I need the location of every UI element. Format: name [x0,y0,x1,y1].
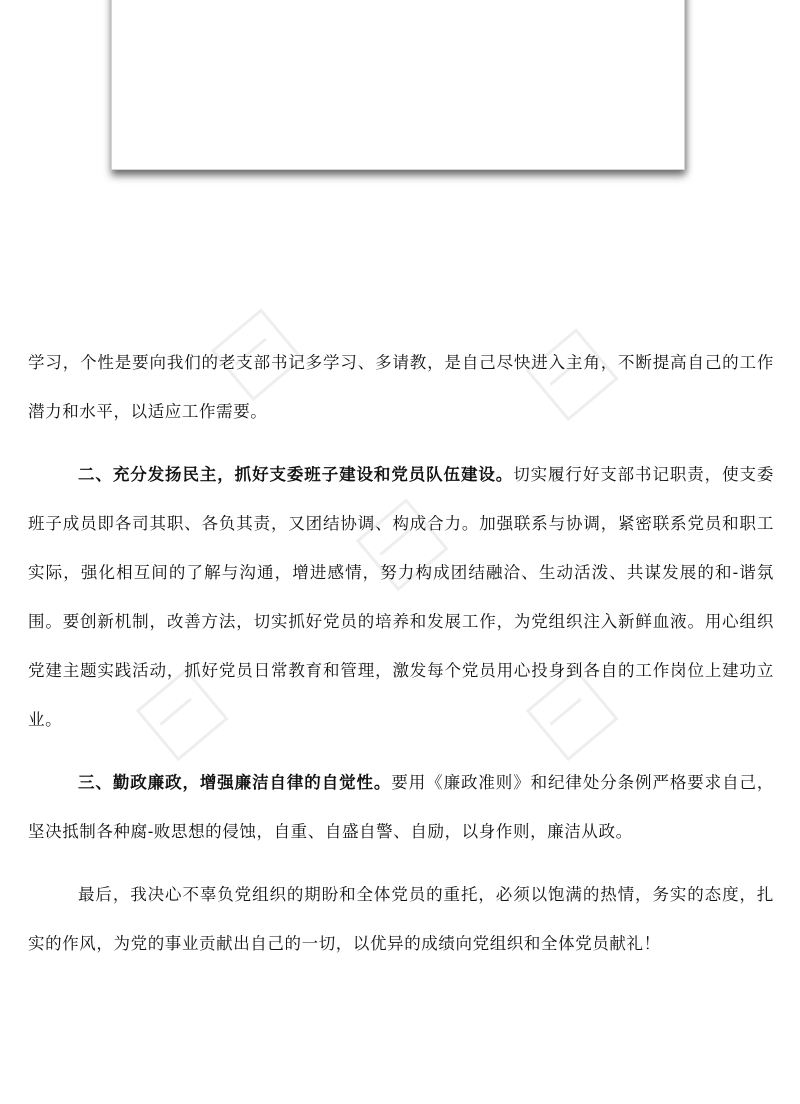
paragraph-heading: 二、充分发扬民主，抓好支委班子建设和党员队伍建设。 [78,465,514,484]
paragraph-integrity [28,758,774,856]
paragraph-text: 最后，我决心不辜负党组织的期盼和全体党员的重托，必须以饱满的热情，务实的态度，扎实的作风，为党的事业贡献出自己的一切，以优异的成绩向党组织和全体党员献礼！ [28,885,774,953]
paragraph-democracy [28,450,774,744]
document-body [28,338,774,968]
paragraph-conclusion [28,870,774,968]
paragraph-text: 切实履行好支部书记职责，使支委班子成员即各司其职、各负其责，又团结协调、构成合力。加强联系与协调，紧密联系党员和职工实际，强化相互间的了解与沟通，增进感情，努力构成团结融洽、生动活泼、共谋发展的和-谐氛围。要创新机制，改善方法，切实抓好党员的培养和发展工作，为党组织注入新鲜血液。用心组织党建主题实践活动，抓好党员日常教育和管理，激发每个党员用心投身到各自的工作岗位上建功立业。 [28,465,775,729]
paragraph-text: 要用《廉政准则》和纪律处分条例严格要求自己，坚决抵制各种腐-败思想的侵蚀，自重、自盛自警、自励，以身作则，廉洁从政。 [28,773,774,841]
paragraph-text: 学习，个性是要向我们的老支部书记多学习、多请教，是自己尽快进入主角，不断提高自己的工作潜力和水平，以适应工作需要。 [28,353,774,421]
paragraph-continuation [28,338,774,436]
previous-page-preview [111,0,685,170]
paragraph-heading: 三、勤政廉政，增强廉洁自律的自觉性。 [78,773,392,792]
